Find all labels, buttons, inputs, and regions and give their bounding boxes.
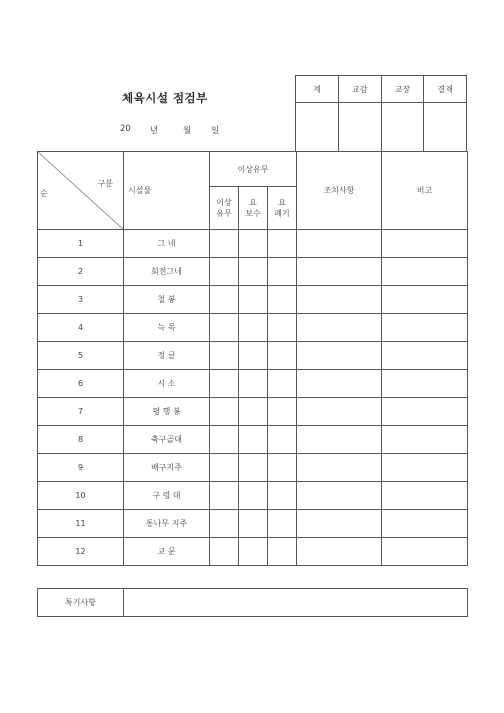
row-check-repair[interactable] bbox=[239, 510, 268, 538]
table-row bbox=[38, 398, 468, 426]
row-check-dispose[interactable] bbox=[268, 286, 297, 314]
row-check-abnormal[interactable] bbox=[210, 286, 239, 314]
row-check-dispose[interactable] bbox=[268, 482, 297, 510]
row-check-repair[interactable] bbox=[239, 370, 268, 398]
header-diagonal-cell bbox=[38, 152, 124, 230]
header-sun: 순 bbox=[40, 189, 48, 198]
row-number: 5 bbox=[38, 342, 124, 370]
header-gubun: 구분 bbox=[97, 179, 113, 188]
row-note-input[interactable] bbox=[382, 538, 468, 566]
subheader-repair: 요 보수 bbox=[239, 187, 268, 230]
row-note-input[interactable] bbox=[382, 510, 468, 538]
row-number: 1 bbox=[38, 230, 124, 258]
row-check-repair[interactable] bbox=[239, 426, 268, 454]
row-number: 7 bbox=[38, 398, 124, 426]
row-facility: 시 소 bbox=[124, 370, 210, 398]
row-check-dispose[interactable] bbox=[268, 398, 297, 426]
row-check-repair[interactable] bbox=[239, 398, 268, 426]
row-check-abnormal[interactable] bbox=[210, 314, 239, 342]
table-row bbox=[38, 286, 468, 314]
row-check-repair[interactable] bbox=[239, 342, 268, 370]
row-check-abnormal[interactable] bbox=[210, 342, 239, 370]
table-row bbox=[38, 482, 468, 510]
approval-sign-cell[interactable] bbox=[424, 103, 467, 152]
row-check-abnormal[interactable] bbox=[210, 482, 239, 510]
row-number: 3 bbox=[38, 286, 124, 314]
row-note-input[interactable] bbox=[382, 286, 468, 314]
approval-box bbox=[295, 75, 467, 152]
row-check-abnormal[interactable] bbox=[210, 426, 239, 454]
row-check-dispose[interactable] bbox=[268, 454, 297, 482]
row-note-input[interactable] bbox=[382, 482, 468, 510]
row-check-abnormal[interactable] bbox=[210, 258, 239, 286]
row-check-dispose[interactable] bbox=[268, 370, 297, 398]
row-check-dispose[interactable] bbox=[268, 510, 297, 538]
page-title: 체육시설 점검부 bbox=[122, 91, 208, 105]
row-facility: 축구골대 bbox=[124, 426, 210, 454]
row-check-repair[interactable] bbox=[239, 314, 268, 342]
notes-input[interactable] bbox=[124, 589, 468, 617]
row-action-input[interactable] bbox=[297, 510, 382, 538]
row-action-input[interactable] bbox=[297, 230, 382, 258]
row-note-input[interactable] bbox=[382, 398, 468, 426]
approval-header-principal: 교장 bbox=[381, 76, 424, 103]
date-month-label: 월 bbox=[183, 126, 192, 136]
row-facility: 구 령 대 bbox=[124, 482, 210, 510]
row-note-input[interactable] bbox=[382, 426, 468, 454]
row-action-input[interactable] bbox=[297, 370, 382, 398]
row-check-abnormal[interactable] bbox=[210, 370, 239, 398]
row-check-repair[interactable] bbox=[239, 258, 268, 286]
approval-sign-cell[interactable] bbox=[296, 103, 339, 152]
approval-header-vice-principal: 교감 bbox=[338, 76, 381, 103]
table-row bbox=[38, 370, 468, 398]
row-facility: 교 문 bbox=[124, 538, 210, 566]
row-check-dispose[interactable] bbox=[268, 342, 297, 370]
table-row bbox=[38, 314, 468, 342]
row-check-repair[interactable] bbox=[239, 454, 268, 482]
row-check-dispose[interactable] bbox=[268, 230, 297, 258]
inspection-table bbox=[37, 151, 468, 566]
row-check-repair[interactable] bbox=[239, 482, 268, 510]
approval-header-gye: 계 bbox=[296, 76, 339, 103]
table-row bbox=[38, 538, 468, 566]
header-status: 이상유무 bbox=[210, 152, 297, 187]
table-row bbox=[38, 510, 468, 538]
row-note-input[interactable] bbox=[382, 370, 468, 398]
row-number: 8 bbox=[38, 426, 124, 454]
row-number: 4 bbox=[38, 314, 124, 342]
approval-header-gyeoljae: 결재 bbox=[424, 76, 467, 103]
row-facility: 통나무 지주 bbox=[124, 510, 210, 538]
row-check-abnormal[interactable] bbox=[210, 538, 239, 566]
header-action: 조치사항 bbox=[297, 152, 382, 230]
row-number: 12 bbox=[38, 538, 124, 566]
row-number: 11 bbox=[38, 510, 124, 538]
row-action-input[interactable] bbox=[297, 258, 382, 286]
row-note-input[interactable] bbox=[382, 454, 468, 482]
approval-sign-cell[interactable] bbox=[381, 103, 424, 152]
table-row bbox=[38, 454, 468, 482]
subheader-abnormal: 이상 유무 bbox=[210, 187, 239, 230]
row-action-input[interactable] bbox=[297, 342, 382, 370]
row-check-abnormal[interactable] bbox=[210, 510, 239, 538]
row-facility: 평 행 봉 bbox=[124, 398, 210, 426]
row-action-input[interactable] bbox=[297, 538, 382, 566]
row-action-input[interactable] bbox=[297, 286, 382, 314]
date-year-label: 년 bbox=[150, 126, 159, 136]
table-row bbox=[38, 342, 468, 370]
row-check-repair[interactable] bbox=[239, 230, 268, 258]
row-check-repair[interactable] bbox=[239, 538, 268, 566]
row-note-input[interactable] bbox=[382, 314, 468, 342]
row-check-abnormal[interactable] bbox=[210, 454, 239, 482]
row-note-input[interactable] bbox=[382, 230, 468, 258]
row-facility: 정 글 bbox=[124, 342, 210, 370]
approval-sign-cell[interactable] bbox=[338, 103, 381, 152]
date-day-label: 일 bbox=[211, 126, 220, 136]
header-note: 비고 bbox=[382, 152, 468, 230]
row-action-input[interactable] bbox=[297, 426, 382, 454]
date-year-prefix: 20 bbox=[120, 124, 131, 134]
table-row bbox=[38, 426, 468, 454]
row-note-input[interactable] bbox=[382, 342, 468, 370]
row-number: 6 bbox=[38, 370, 124, 398]
row-check-abnormal[interactable] bbox=[210, 398, 239, 426]
row-check-repair[interactable] bbox=[239, 286, 268, 314]
row-action-input[interactable] bbox=[297, 314, 382, 342]
row-check-abnormal[interactable] bbox=[210, 230, 239, 258]
notes-label: 특기사항 bbox=[38, 589, 124, 617]
header-facility: 시설물 bbox=[124, 152, 210, 230]
subheader-dispose: 요 폐기 bbox=[268, 187, 297, 230]
row-number: 9 bbox=[38, 454, 124, 482]
table-row bbox=[38, 258, 468, 286]
row-facility: 그 네 bbox=[124, 230, 210, 258]
row-action-input[interactable] bbox=[297, 454, 382, 482]
row-action-input[interactable] bbox=[297, 398, 382, 426]
row-check-dispose[interactable] bbox=[268, 258, 297, 286]
row-action-input[interactable] bbox=[297, 482, 382, 510]
row-check-dispose[interactable] bbox=[268, 314, 297, 342]
row-number: 10 bbox=[38, 482, 124, 510]
table-row bbox=[38, 230, 468, 258]
notes-table bbox=[37, 588, 468, 617]
row-note-input[interactable] bbox=[382, 258, 468, 286]
row-check-dispose[interactable] bbox=[268, 538, 297, 566]
row-number: 2 bbox=[38, 258, 124, 286]
row-facility: 배구지주 bbox=[124, 454, 210, 482]
row-facility: 회전그네 bbox=[124, 258, 210, 286]
row-check-dispose[interactable] bbox=[268, 426, 297, 454]
row-facility: 철 봉 bbox=[124, 286, 210, 314]
row-facility: 늑 목 bbox=[124, 314, 210, 342]
